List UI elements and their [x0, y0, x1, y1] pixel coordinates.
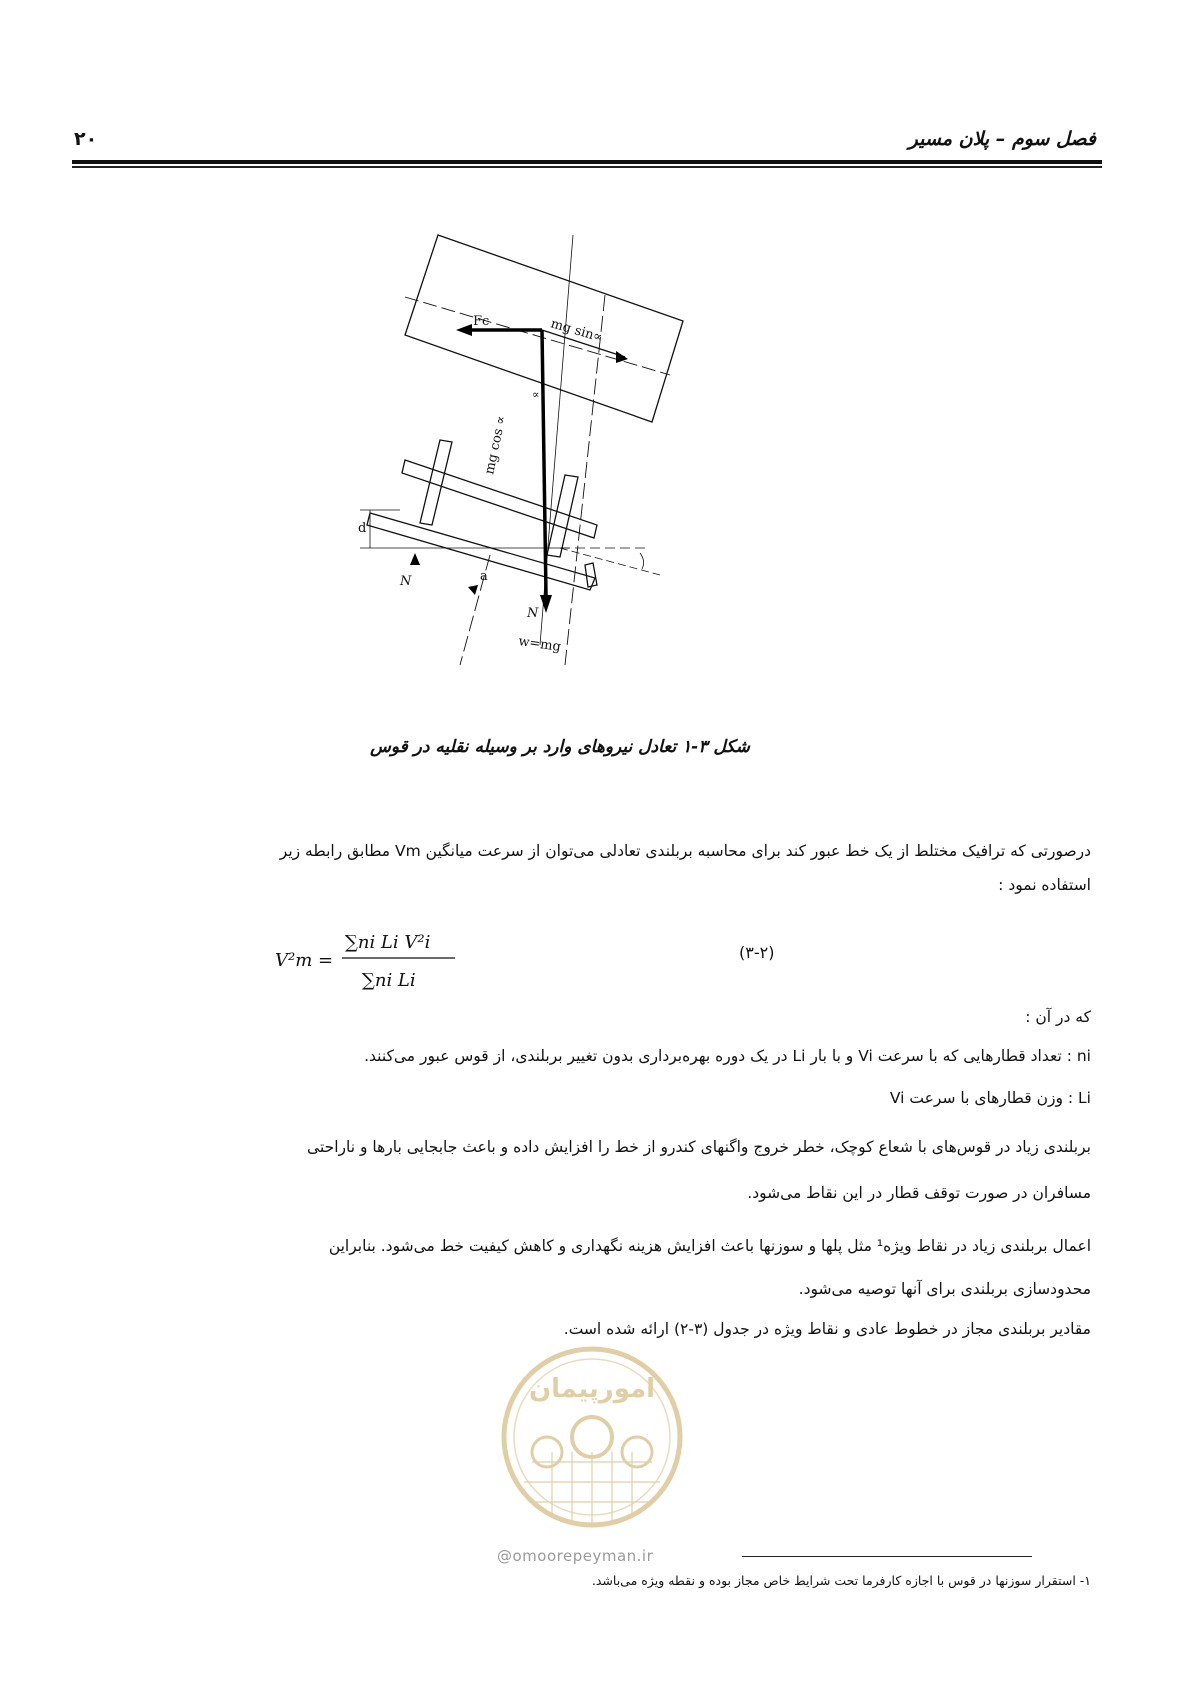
definition-ni: ni : تعداد قطارهایی که با سرعت Vi و با بار Li در یک دوره بهره‌برداری بدون تغییر بربلندی، از قوس عبور می‌کنند. — [364, 1047, 1091, 1065]
label-d: d — [358, 521, 367, 536]
equation-number: (۳-۲) — [739, 943, 775, 962]
chapter-title: فصل سوم – پلان مسیر — [908, 128, 1096, 150]
watermark-logo — [492, 1342, 692, 1552]
footnote-rule — [742, 1556, 1032, 1557]
label-alpha: ∝ — [532, 388, 540, 401]
header-rule — [72, 160, 1102, 164]
paragraph-1-line-2: استفاده نمود : — [998, 876, 1091, 894]
label-n-right: N — [527, 606, 539, 621]
label-n-left: N — [400, 574, 412, 589]
paragraph-2-line-1: بربلندی زیاد در قوس‌های با شعاع کوچک، خطر خروج واگنهای کندرو از خط را افزایش داده و باعث جابجایی بارها و ناراحتی — [307, 1138, 1091, 1156]
page-number: ۲۰ — [74, 128, 98, 150]
label-w: w=mg — [517, 634, 562, 655]
formula-denominator: ∑ni Li — [362, 970, 416, 991]
figure-caption: شکل ۳-۱ تعادل نیروهای وارد بر وسیله نقلیه در قوس — [370, 737, 750, 757]
where-label: که در آن : — [1025, 1008, 1091, 1026]
header-rule-thin — [72, 166, 1102, 168]
watermark-url: @omoorepeyman.ir — [497, 1547, 654, 1565]
label-fc: Fc — [473, 314, 490, 329]
force-diagram — [360, 235, 700, 665]
footnote: ۱- استقرار سوزنها در قوس با اجازه کارفرما تحت شرایط خاص مجاز بوده و نقطه ویژه می‌باشد. — [591, 1573, 1091, 1588]
paragraph-3-line-2: محدودسازی بربلندی برای آنها توصیه می‌شود. — [798, 1280, 1091, 1298]
formula-lhs: V²m = — [275, 950, 334, 971]
watermark-text: امورپیمان — [528, 1374, 656, 1404]
label-mg-cos: mg cos ∝ — [482, 414, 510, 476]
paragraph-1-line-1: درصورتی که ترافیک مختلط از یک خط عبور کند برای محاسبه بربلندی تعادلی می‌توان از سرعت میانگین Vm مطابق رابطه زیر — [279, 842, 1091, 860]
formula-numerator: ∑ni Li V²i — [345, 932, 431, 953]
paragraph-4: مقادیر بربلندی مجاز در خطوط عادی و نقاط ویژه در جدول (۳-۲) ارائه شده است. — [563, 1320, 1091, 1338]
formula — [270, 918, 470, 998]
label-a: a — [480, 569, 488, 584]
definition-li: Li : وزن قطارهای با سرعت Vi — [889, 1089, 1091, 1107]
paragraph-2-line-2: مسافران در صورت توقف قطار در این نقاط می‌شود. — [747, 1184, 1091, 1202]
paragraph-3-line-1: اعمال بربلندی زیاد در نقاط ویژه¹ مثل پلها و سوزنها باعث افزایش هزینه نگهداری و کاهش کیفیت خط می‌شود. بنابراین — [328, 1237, 1091, 1255]
label-mg-sin: mg sin∝ — [548, 316, 604, 346]
